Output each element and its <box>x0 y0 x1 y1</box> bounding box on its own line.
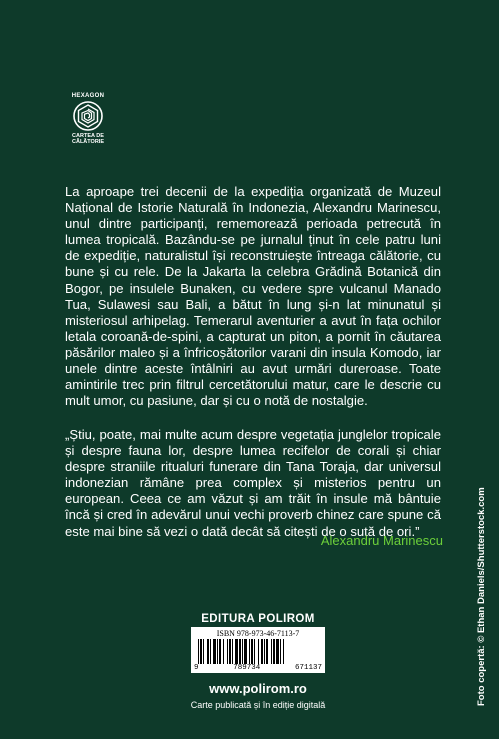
photo-credit: Foto copertă: © Ethan Daniels/Shutterstock.com <box>476 487 487 706</box>
isbn-number: ISBN 978-973-46-7113-7 <box>216 629 300 638</box>
barcode-digit-group: 789734 <box>233 664 261 672</box>
author-name: Alexandru Marinescu <box>320 533 443 548</box>
barcode-digit-group: 9 <box>194 664 199 672</box>
barcode-digits <box>191 664 325 672</box>
publisher-website: www.polirom.ro <box>209 681 307 696</box>
hexagon-spiral-icon <box>73 101 103 131</box>
logo-bottom-label: CARTEA DE CĂLĂTORIE <box>72 133 104 145</box>
publisher-name: EDITURA POLIROM <box>201 613 315 625</box>
back-cover-blurb: La aproape trei decenii de la expediția organizată de Muzeul Național de Istorie Naturală în Indonezia, Alexandru Marinescu, unul dintre participanți, rememorează perioada petrecută în lumea tropicală. Bazându-se pe jurnalul ținut în cele patru luni de expediție, naturalistul își reconstruiește întreaga călătorie, cu bune și cu rele. De la Jakarta la celebra Grădină Botanică din Bogor, pe insulele Bunaken, cu vedere spre vulcanul Manado Tua, Sulawesi sau Bali, a bătut în lung și-n lat minunatul și misteriosul arhipelag. Temerarul aventurier a avut în fața ochilor letala coroană-de-spini, a capturat un piton, a pornit în căutarea păsărilor maleo și a înfricoșătorilor varani din insula Komodo, iar unele dintre aceste întâlniri au avut urmări dureroase. Toate amintirile trec prin filtrul cercetătorului matur, care le descrie cu mult umor, cu pasiune, dar și cu o notă de nostalgie. <box>65 184 441 409</box>
barcode-digit-group: 671137 <box>294 664 322 672</box>
isbn-barcode <box>191 627 325 673</box>
series-logo <box>65 93 111 145</box>
digital-edition-note: Carte publicată și în ediție digitală <box>190 700 326 710</box>
author-quote: „Știu, poate, mai multe acum despre vegetația junglelor tropicale și despre fauna lor, despre lumea recifelor de corali și chiar despre straniile ritualuri funerare din Tana Toraja, dar universul indonezian rămâne prea complex și misterios pentru un european. Ceea ce am văzut și am trăit în insule mă bântuie încă și cred în adevărul unui vechi proverb chinez care spune că este mai bine să vezi o dată decât să citești de o sută de ori.” <box>65 427 441 539</box>
barcode-icon <box>196 639 320 665</box>
logo-top-label: HEXAGON <box>71 93 105 99</box>
